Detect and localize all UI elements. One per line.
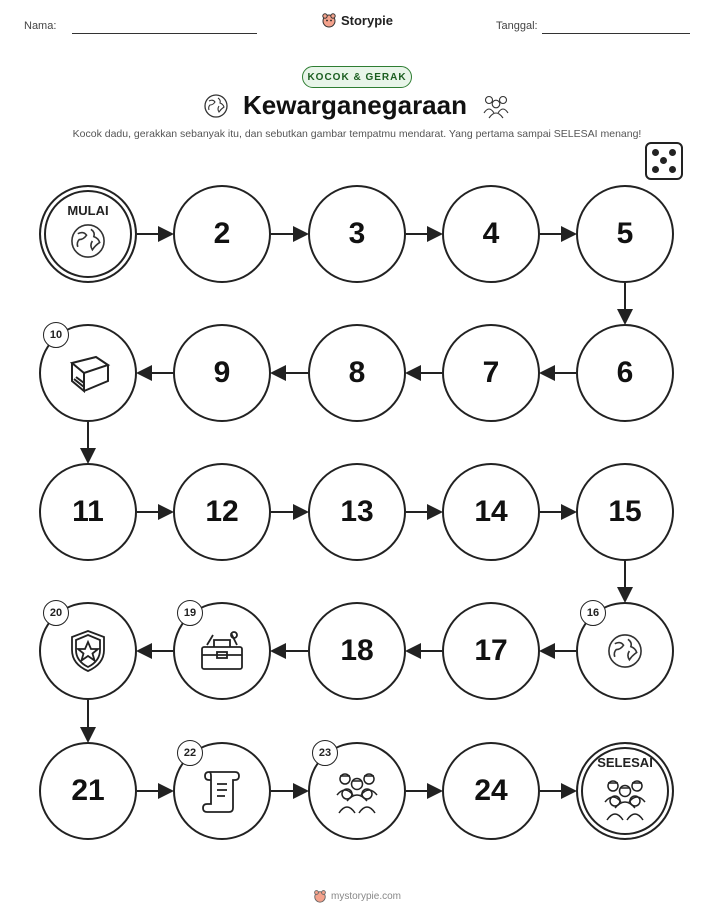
space-number: 14 xyxy=(474,495,508,528)
globe-icon xyxy=(606,632,644,670)
toolbox-icon xyxy=(197,629,247,673)
board-space-12 xyxy=(173,463,271,561)
start-label: MULAI xyxy=(67,203,109,218)
space-number: 11 xyxy=(72,495,104,528)
date-label: Tanggal: xyxy=(496,20,538,32)
name-label: Nama: xyxy=(24,20,57,32)
footer xyxy=(0,889,714,906)
start-space xyxy=(39,185,137,283)
board-space-20 xyxy=(39,602,137,700)
board-space-19 xyxy=(173,602,271,700)
board-space-23 xyxy=(308,742,406,840)
space-number: 21 xyxy=(71,774,105,807)
board-space-14 xyxy=(442,463,540,561)
space-number: 13 xyxy=(340,495,374,528)
board-space-5 xyxy=(576,185,674,283)
board-space-2 xyxy=(173,185,271,283)
space-number: 7 xyxy=(482,356,500,389)
brand-name: Storypie xyxy=(340,12,393,28)
space-number: 3 xyxy=(348,217,366,250)
board-space-8 xyxy=(308,324,406,422)
activity-badge: KOCOK & GERAK xyxy=(302,66,412,88)
space-number-badge: 23 xyxy=(312,740,338,766)
footer-url: mystorypie.com xyxy=(330,890,401,902)
board-space-21 xyxy=(39,742,137,840)
board-space-13 xyxy=(308,463,406,561)
board-space-7 xyxy=(442,324,540,422)
book-icon xyxy=(62,351,114,395)
space-number: 9 xyxy=(213,356,231,389)
board-space-4 xyxy=(442,185,540,283)
board-space-18 xyxy=(308,602,406,700)
scroll-icon xyxy=(199,766,245,816)
globe-icon xyxy=(69,222,107,265)
space-number-badge: 19 xyxy=(177,600,203,626)
space-number-badge: 16 xyxy=(580,600,606,626)
page-title: Kewarganegaraan xyxy=(243,90,467,120)
board-space-6 xyxy=(576,324,674,422)
board-space-22 xyxy=(173,742,271,840)
people-group-icon xyxy=(601,774,649,827)
space-number: 2 xyxy=(213,217,231,250)
people-group-icon xyxy=(333,767,381,815)
board-space-9 xyxy=(173,324,271,422)
board-space-24 xyxy=(442,742,540,840)
space-number: 12 xyxy=(205,495,239,528)
finish-space xyxy=(576,742,674,840)
space-number: 4 xyxy=(482,217,500,250)
space-number: 17 xyxy=(474,634,508,667)
instructions: Kocok dadu, gerakkan sebanyak itu, dan sebutkan gambar tempatmu mendarat. Yang pertama sampai SELESAI menang! xyxy=(72,128,642,140)
space-number: 18 xyxy=(340,634,374,667)
board-space-15 xyxy=(576,463,674,561)
space-number: 8 xyxy=(348,356,366,389)
board-space-11 xyxy=(39,463,137,561)
space-number: 24 xyxy=(474,774,508,807)
space-number-badge: 10 xyxy=(43,322,69,348)
board-space-16 xyxy=(576,602,674,700)
space-number: 15 xyxy=(608,495,642,528)
storypie-logo-icon xyxy=(313,889,327,903)
space-number: 6 xyxy=(616,356,634,389)
space-number: 5 xyxy=(616,217,634,250)
board-space-17 xyxy=(442,602,540,700)
finish-label: SELESAI xyxy=(597,755,653,770)
shield-star-icon xyxy=(68,628,108,674)
space-number-badge: 22 xyxy=(177,740,203,766)
board-space-3 xyxy=(308,185,406,283)
board-space-10 xyxy=(39,324,137,422)
space-number-badge: 20 xyxy=(43,600,69,626)
